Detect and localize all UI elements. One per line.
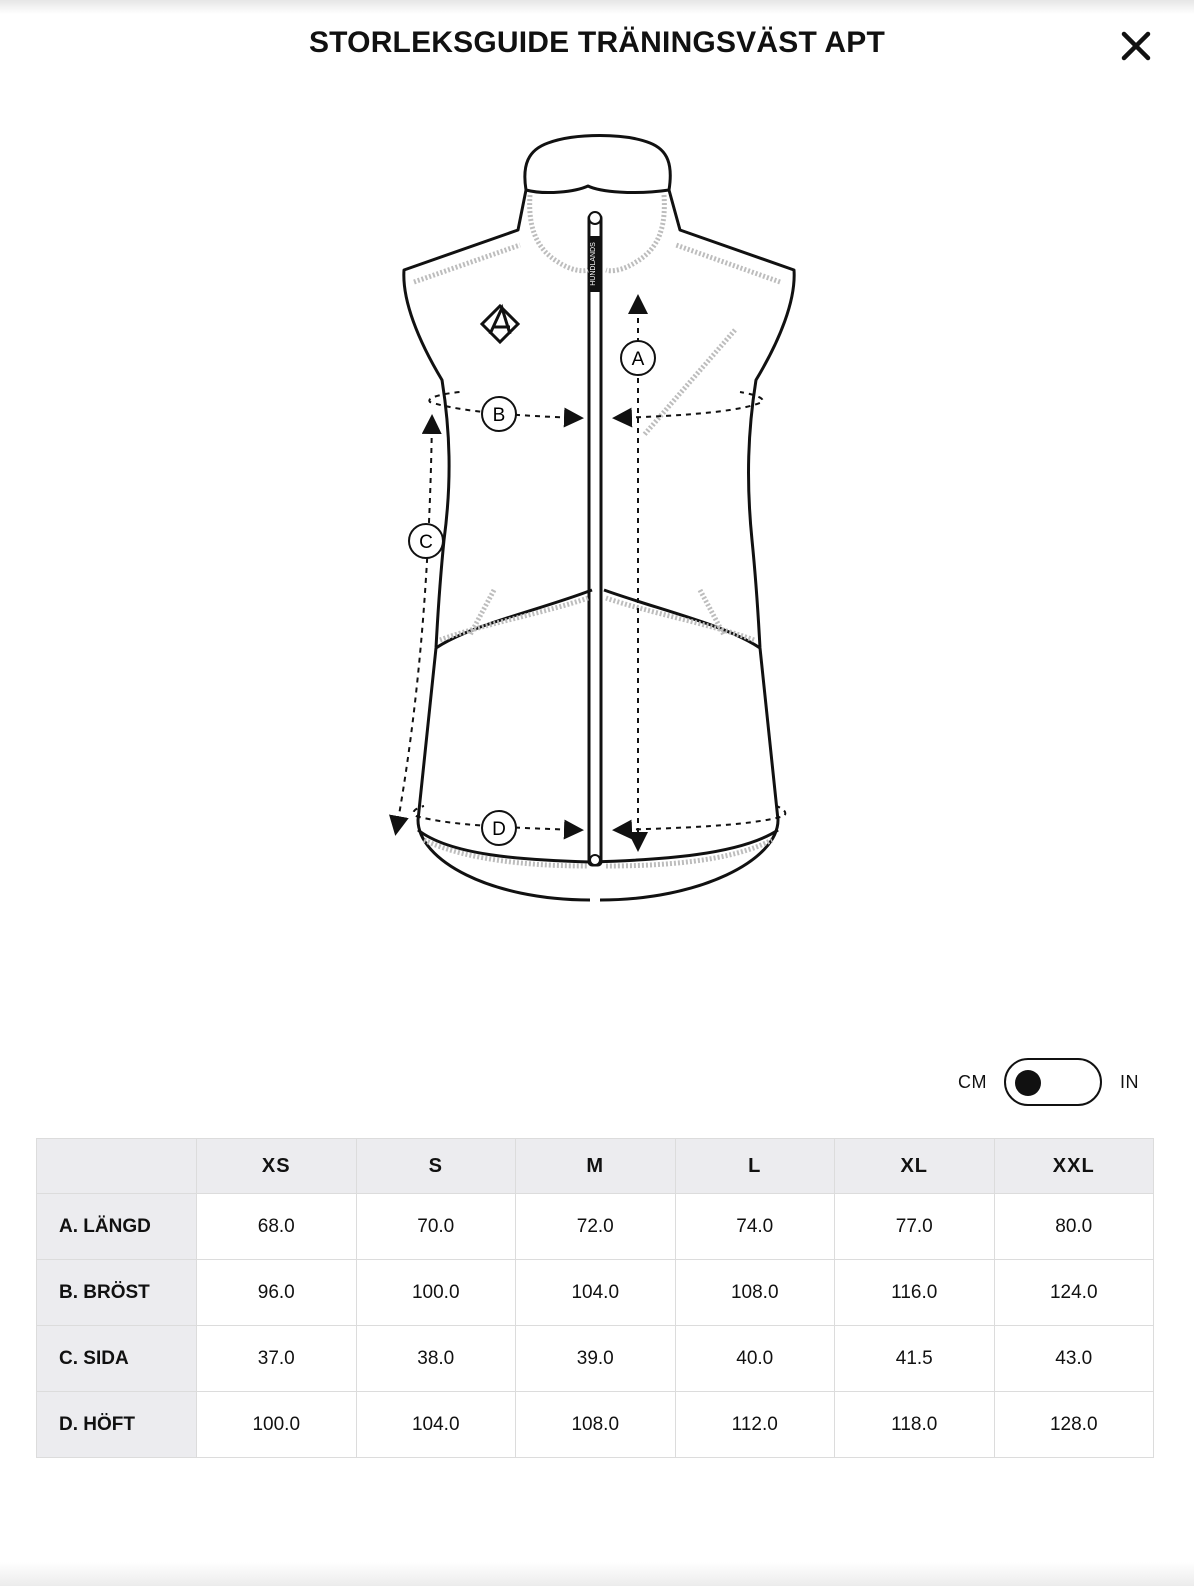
table-cell: 38.0 [356,1326,516,1392]
table-cell: 124.0 [994,1260,1154,1326]
measurement-lines [396,298,785,848]
brand-logo-icon [482,306,518,342]
unit-toggle [954,1058,1154,1110]
size-header: XXL [994,1139,1154,1194]
close-icon [1118,28,1154,64]
table-cell: 108.0 [675,1260,835,1326]
size-header: L [675,1139,835,1194]
close-button[interactable] [1118,28,1154,64]
row-label: D. HÖFT [37,1392,197,1458]
marker-a-label: A [631,349,645,370]
row-label: C. SIDA [37,1326,197,1392]
stitch-lines [414,195,780,866]
unit-switch-knob [1015,1070,1041,1096]
unit-switch[interactable] [1004,1058,1102,1106]
table-cell: 72.0 [516,1194,676,1260]
table-cell: 100.0 [197,1392,357,1458]
vest-diagram [0,100,1194,920]
table-cell: 100.0 [356,1260,516,1326]
table-row [37,1326,1154,1392]
table-header-row [37,1139,1154,1194]
size-header: XS [197,1139,357,1194]
size-header: M [516,1139,676,1194]
table-cell: 128.0 [994,1392,1154,1458]
table-cell: 43.0 [994,1326,1154,1392]
marker-c [409,524,443,558]
row-label: B. BRÖST [37,1260,197,1326]
size-header: XL [835,1139,995,1194]
table-cell: 41.5 [835,1326,995,1392]
table-cell: 118.0 [835,1392,995,1458]
marker-b [482,397,516,431]
table-cell: 108.0 [516,1392,676,1458]
unit-label-cm[interactable]: CM [958,1072,987,1092]
marker-a [621,341,655,375]
table-cell: 74.0 [675,1194,835,1260]
unit-label-in[interactable]: IN [1120,1072,1139,1092]
table-row [37,1392,1154,1458]
table-corner [37,1139,197,1194]
table-cell: 70.0 [356,1194,516,1260]
top-shadow [0,0,1194,14]
zipper-tag [589,212,601,865]
size-table [36,1138,1154,1458]
marker-d-label: D [492,819,506,840]
table-row [37,1260,1154,1326]
table-cell: 80.0 [994,1194,1154,1260]
table-row [37,1194,1154,1260]
table-cell: 104.0 [356,1392,516,1458]
table-cell: 96.0 [197,1260,357,1326]
table-cell: 39.0 [516,1326,676,1392]
table-cell: 112.0 [675,1392,835,1458]
row-label: A. LÄNGD [37,1194,197,1260]
table-cell: 68.0 [197,1194,357,1260]
size-header: S [356,1139,516,1194]
table-cell: 77.0 [835,1194,995,1260]
table-cell: 104.0 [516,1260,676,1326]
page-title: STORLEKSGUIDE TRÄNINGSVÄST APT [308,26,886,59]
marker-d [482,811,516,845]
table-cell: 37.0 [197,1326,357,1392]
marker-b-label: B [492,405,506,426]
marker-c-label: C [419,532,433,553]
table-cell: 40.0 [675,1326,835,1392]
zipper-brand: HUNDLANDS [590,242,597,286]
bottom-shadow [0,1562,1194,1586]
table-cell: 116.0 [835,1260,995,1326]
